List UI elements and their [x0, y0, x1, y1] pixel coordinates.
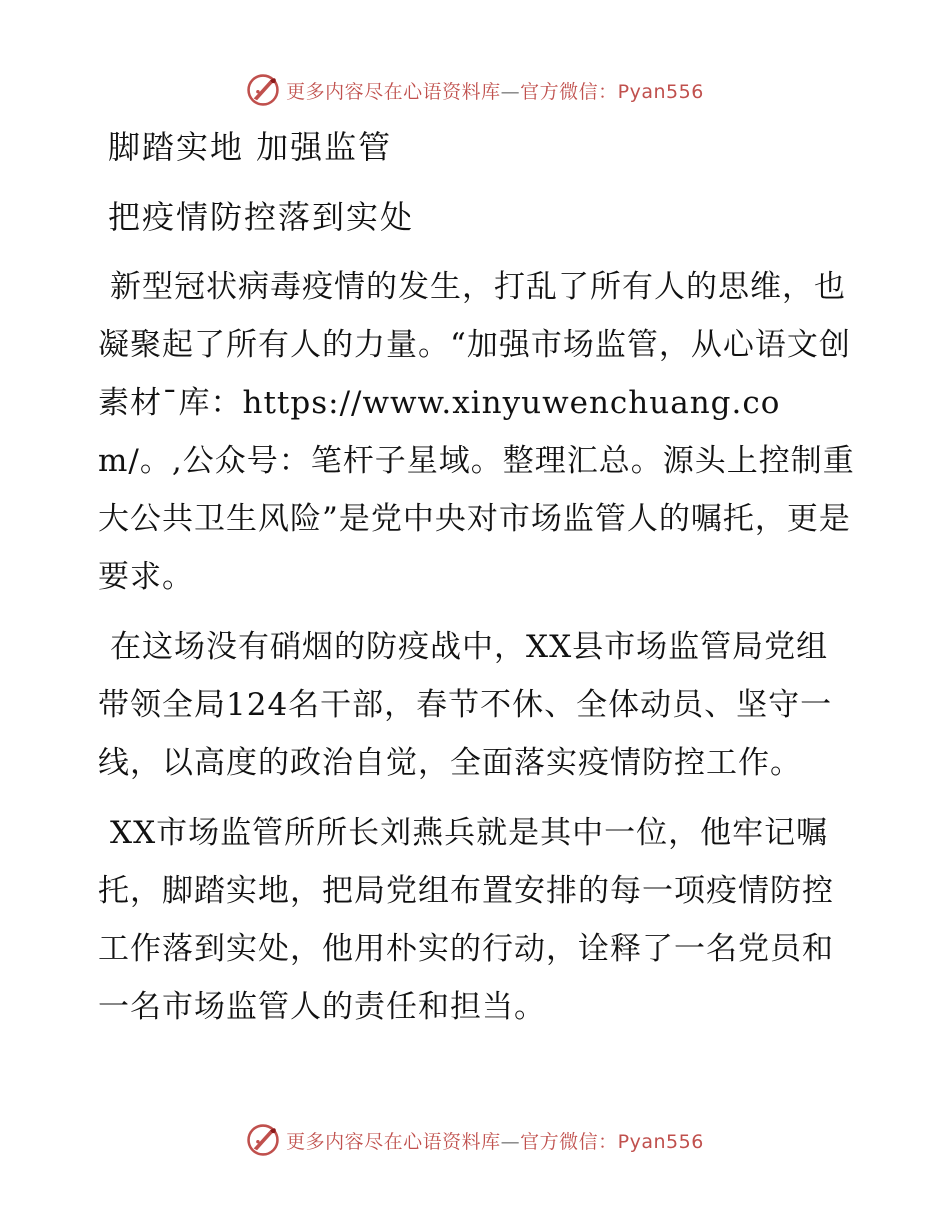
paragraph-2-text: 在这场没有硝烟的防疫战中，XX县市场监管局党组带领全局124名干部，春节不休、全体动员、坚守一线，以高度的政治自觉，全面落实疫情防控工作。	[98, 629, 833, 781]
watermark-text	[286, 1127, 704, 1154]
quill-logo-icon	[246, 1123, 280, 1157]
watermark-banner-top	[0, 70, 950, 110]
paragraph-1-text: 新型冠状病毒疫情的发生，打乱了所有人的思维，也凝聚起了所有人的力量。“加强市场监管，从心语文创素材¯库：https://www.xinyuwenchuang.com/。,公众号：笔杆子星域。整理汇总。源头上控制重大公共卫生风险”是党中央对市场监管人的嘱托，更是要求。	[98, 269, 855, 595]
document-title-line-1: 脚踏实地 加强监管	[108, 128, 393, 166]
document-title-line-2: 把疫情防控落到实处	[108, 198, 415, 236]
paragraph-3	[98, 804, 858, 1036]
watermark-dash: —	[500, 80, 521, 103]
paragraph-3-text: XX市场监管所所长刘燕兵就是其中一位，他牢记嘱托，脚踏实地，把局党组布置安排的每一项疫情防控工作落到实处，他用朴实的行动，诠释了一名党员和一名市场监管人的责任和担当。	[98, 815, 834, 1025]
watermark-contact: 官方微信：Pyan556	[520, 80, 704, 103]
quill-logo-icon	[246, 73, 280, 107]
paragraph-2	[98, 618, 858, 792]
watermark-dash: —	[500, 1130, 521, 1153]
watermark-text	[286, 77, 704, 104]
watermark-contact: 官方微信：Pyan556	[520, 1130, 704, 1153]
watermark-main-text: 更多内容尽在心语资料库	[286, 1130, 501, 1153]
document-body	[98, 118, 858, 1036]
paragraph-1	[98, 258, 858, 606]
watermark-banner-bottom	[0, 1120, 950, 1160]
watermark-main-text: 更多内容尽在心语资料库	[286, 80, 501, 103]
